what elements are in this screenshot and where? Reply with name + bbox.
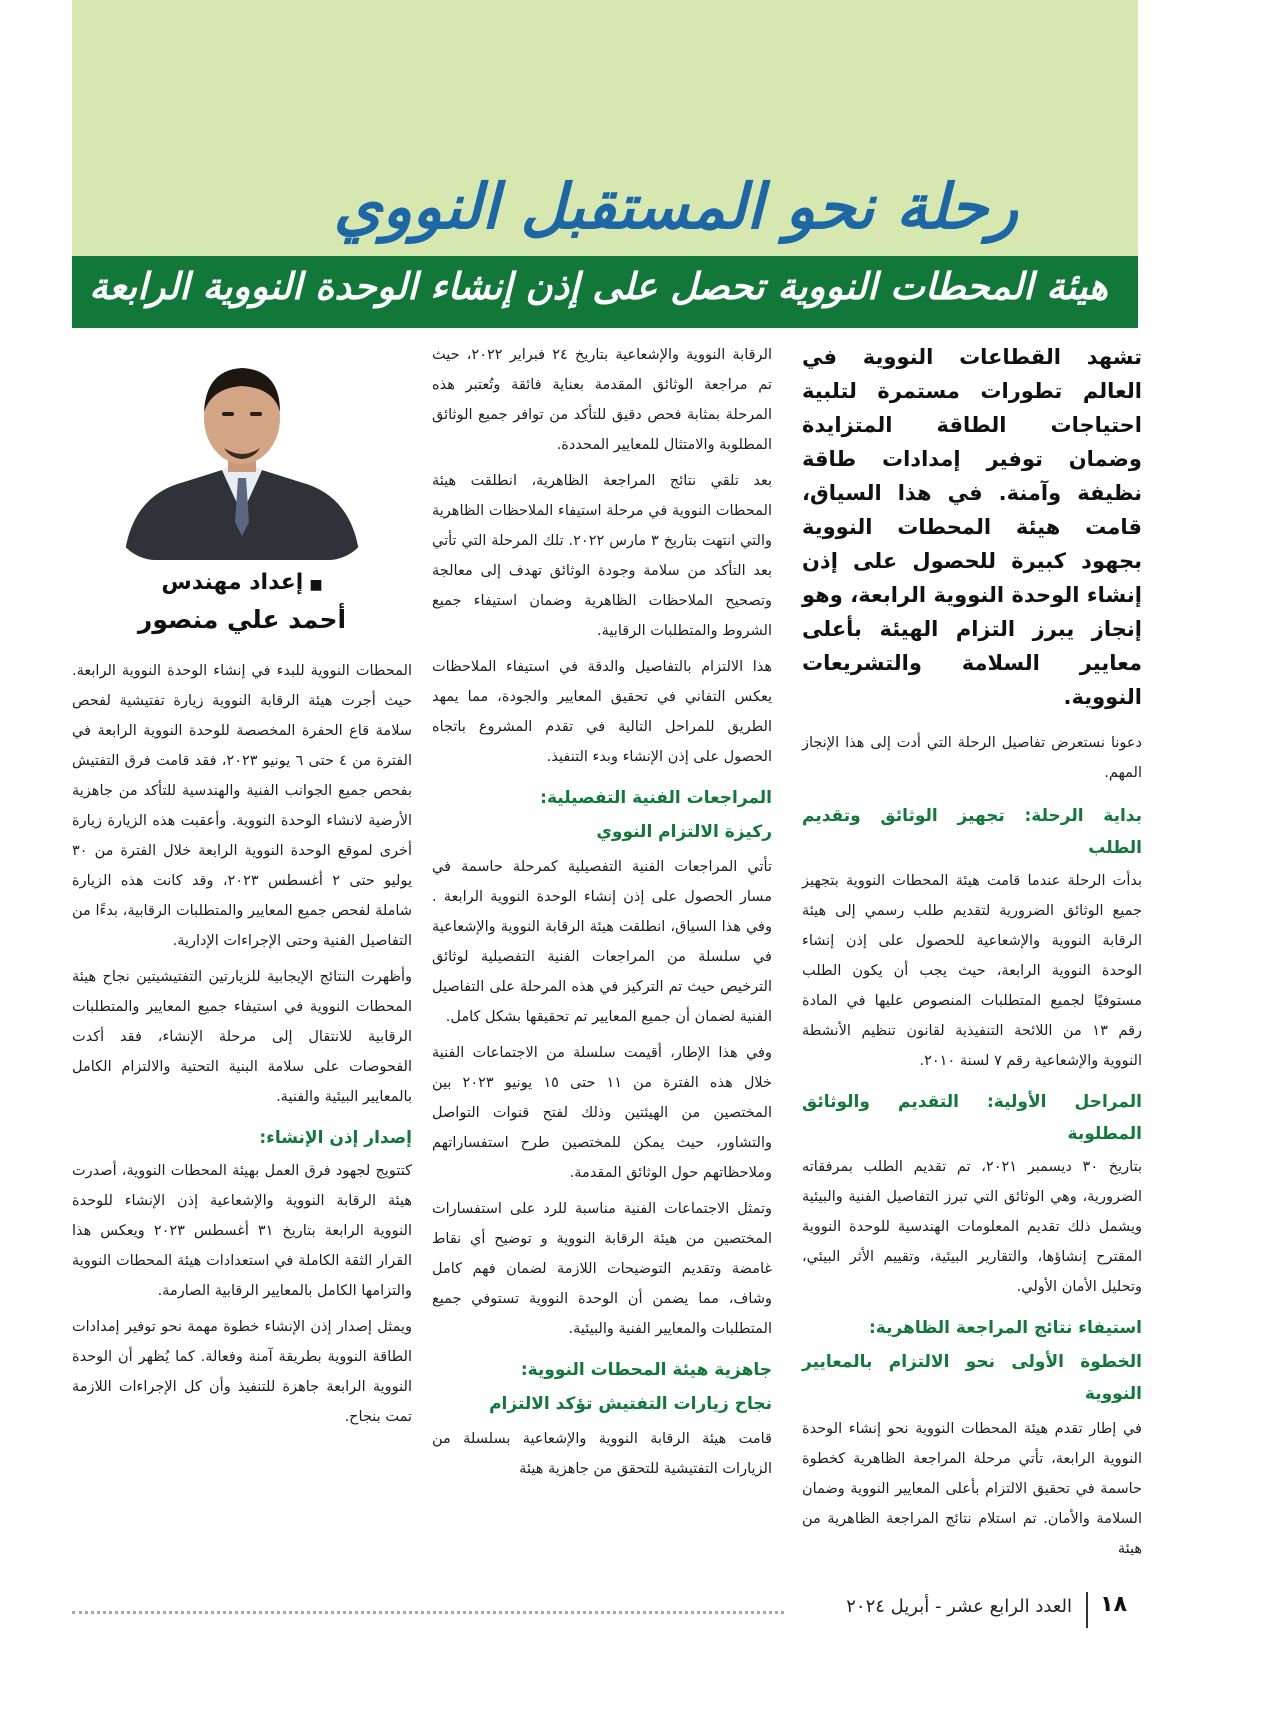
section-heading: بداية الرحلة: تجهيز الوثائق وتقديم الطلب [802, 806, 1142, 858]
subtitle: هيئة المحطات النووية تحصل على إذن إنشاء الوحدة النووية الرابعة [89, 264, 1108, 308]
paragraph: تأتي المراجعات الفنية التفصيلية كمرحلة حاسمة في مسار الحصول على إذن إنشاء الوحدة النووية الرابعة . وفي هذا السياق، انطلقت هيئة الرقابة النووية والإشعاعية في سلسلة من المراجعات الفنية التفصيلية لوثائق الترخيص حيث تم التركيز في هذه المرحلة على التفاصيل الفنية لضمان أن جميع المعايير تم تحقيقها بشكل كامل. [432, 859, 772, 1025]
lead-paragraph: تشهد القطاعات النووية في العالم تطورات مستمرة لتلبية احتياجات الطاقة المتزايدة وضمان توفير إمدادات طاقة نظيفة وآمنة. في هذا السياق، قامت هيئة المحطات النووية بجهود كبيرة للحصول على إذن إنشاء الوحدة النووية الرابعة، وهو إنجاز يبرز التزام الهيئة بأعلى معايير السلامة والتشريعات النووية. [802, 345, 1142, 709]
section-heading: استيفاء نتائج المراجعة الظاهرية: [868, 1318, 1142, 1338]
page-number: ١٨ [1100, 1592, 1127, 1617]
header-banner [72, 0, 1138, 256]
paragraph: كتتويج لجهود فرق العمل بهيئة المحطات النووية، أصدرت هيئة الرقابة النووية والإشعاعية إذن الإنشاء للوحدة النووية الرابعة بتاريخ ٣١ أغسطس ٢٠٢٣ ويعكس هذا القرار الثقة الكاملة في استعدادات هيئة المحطات النووية والتزامها الكامل بالمعايير الرقابية الصارمة. [72, 1163, 412, 1299]
article-column-1 [802, 340, 1142, 1570]
footer-dotted-rule [72, 1611, 784, 1614]
byline [72, 566, 412, 638]
subtitle-band [72, 256, 1138, 328]
paragraph: وتمثل الاجتماعات الفنية مناسبة للرد على استفسارات المختصين من هيئة الرقابة النووية و توضيح أي نقاط غامضة وتقديم التوضيحات اللازمة لضمان فهم كامل وشاف، مما يضمن أن الوحدة النووية تستوفي جميع المتطلبات والمعايير الفنية والبيئية. [432, 1201, 772, 1337]
section-subheading: نجاح زيارات التفتيش تؤكد الالتزام [489, 1394, 772, 1414]
section-subheading: الخطوة الأولى نحو الالتزام بالمعايير النووية [802, 1352, 1142, 1404]
issue-info: العدد الرابع عشر - أبريل ٢٠٢٤ [846, 1596, 1072, 1617]
square-bullet-icon: ■ [309, 577, 323, 593]
article-column-3 [72, 340, 412, 1438]
paragraph: بدأت الرحلة عندما قامت هيئة المحطات النووية بتجهيز جميع الوثائق الضرورية لتقديم طلب رسمي إلى هيئة الرقابة النووية والإشعاعية للحصول على إذن إنشاء الوحدة النووية الرابعة، حيث يجب أن يكون الطلب مستوفيًا لجميع المتطلبات المنصوص عليها في المادة رقم ١٣ من اللائحة التنفيذية لقانون تنظيم الأنشطة النووية والإشعاعية رقم ٧ لسنة ٢٠١٠. [802, 873, 1143, 1069]
intro-paragraph: دعونا نستعرض تفاصيل الرحلة التي أدت إلى هذا الإنجاز المهم. [802, 735, 1142, 781]
paragraph: هذا الالتزام بالتفاصيل والدقة في استيفاء الملاحظات يعكس التفاني في تحقيق المعايير والجودة، مما يمهد الطريق للمراحل التالية في تقدم المشروع باتجاه الحصول على إذن الإنشاء وبدء التنفيذ. [432, 659, 772, 765]
paragraph: في إطار تقدم هيئة المحطات النووية نحو إنشاء الوحدة النووية الرابعة، تأتي مرحلة المراجعة الظاهرية كخطوة حاسمة في تحقيق الالتزام بأعلى المعايير النووية وضمان السلامة والأمان. تم استلام نتائج المراجعة الظاهرية من هيئة [802, 1421, 1142, 1557]
footer-divider [1086, 1592, 1088, 1628]
main-title: رحلة نحو المستقبل النووي [333, 170, 1018, 243]
paragraph: ويمثل إصدار إذن الإنشاء خطوة مهمة نحو توفير إمدادات الطاقة النووية بطريقة آمنة وفعالة. كما يُظهر أن الوحدة النووية الرابعة جاهزة للتنفيذ وأن كل الإجراءات اللازمة تمت بنجاح. [72, 1319, 412, 1425]
section-heading: المراجعات الفنية التفصيلية: [540, 788, 772, 808]
paragraph: وفي هذا الإطار، أقيمت سلسلة من الاجتماعات الفنية خلال هذه الفترة من ١١ حتى ١٥ يونيو ٢٠٢٣ بين المختصين من الهيئتين وذلك لفتح قنوات التواصل والتشاور، حيث يمكن للمختصين طرح استفساراتهم وملاحظاتهم حول الوثائق المقدمة. [432, 1045, 772, 1181]
paragraph: المحطات النووية للبدء في إنشاء الوحدة النووية الرابعة. حيث أجرت هيئة الرقابة النووية زيارة تفتيشية لفحص سلامة قاع الحفرة المخصصة للوحدة النووية الرابعة في الفترة من ٤ حتى ٦ يونيو ٢٠٢٣، فقد قامت فرق التفتيش بفحص جميع الجوانب الفنية والهندسية للتأكد من جاهزية الأرضية لانشاء الوحدة النووية. وأعقبت هذه الزيارة زيارة أخرى لموقع الوحدة النووية الرابعة خلال الفترة من ٣٠ يوليو حتى ٢ أغسطس ٢٠٢٣، وقد كانت هذه الزيارة شاملة لفحص جميع المعايير والمتطلبات الرقابية، بدءًا من التفاصيل الفنية وحتى الإجراءات الإدارية. [72, 663, 412, 949]
author-portrait-image [114, 346, 370, 560]
paragraph: قامت هيئة الرقابة النووية والإشعاعية بسلسلة من الزيارات التفتيشية للتحقق من جاهزية هيئة [432, 1431, 772, 1477]
article-column-2 [432, 340, 772, 1490]
paragraph: بتاريخ ٣٠ ديسمبر ٢٠٢١، تم تقديم الطلب بمرفقاته الضرورية، وهي الوثائق التي تبرز التفاصيل الفنية والبيئية ويشمل ذلك تقديم المعلومات الهندسية للوحدة النووية المقترح إنشاؤها، والتقارير البيئية، وتقييم الأثر البيئي، وتحليل الأمان الأولي. [802, 1159, 1142, 1295]
section-heading: إصدار إذن الإنشاء: [259, 1128, 412, 1148]
paragraph: بعد تلقي نتائج المراجعة الظاهرية، انطلقت هيئة المحطات النووية في مرحلة استيفاء الملاحظات الظاهرية والتي انتهت بتاريخ ٣ مارس ٢٠٢٢. تلك المرحلة التي تأتي بعد التأكد من سلامة وجودة الوثائق تهدف إلى معالجة وتصحيح الملاحظات الظاهرية وضمان استيفاء جميع الشروط والمتطلبات الرقابية. [432, 473, 773, 639]
author-name: أحمد علي منصور [137, 605, 347, 634]
paragraph: الرقابة النووية والإشعاعية بتاريخ ٢٤ فبراير ٢٠٢٢، حيث تم مراجعة الوثائق المقدمة بعناية فائقة وتُعتبر هذه المرحلة بمثابة فحص دقيق للتأكد من توافر جميع الوثائق المطلوبة والامتثال للمعايير المحددة. [432, 347, 773, 453]
paragraph: وأظهرت النتائج الإيجابية للزيارتين التفتيشيتين نجاح هيئة المحطات النووية في استيفاء جميع المعايير والمتطلبات الرقابية للانتقال إلى مرحلة الإنشاء، فقد أكدت الفحوصات على سلامة البنية التحتية والالتزام الكامل بالمعايير البيئية والفنية. [72, 969, 412, 1105]
section-heading: جاهزية هيئة المحطات النووية: [520, 1360, 772, 1380]
section-heading: المراحل الأولية: التقديم والوثائق المطلوبة [802, 1092, 1142, 1144]
author-photo [114, 346, 370, 560]
byline-label: إعداد مهندس [161, 570, 304, 595]
section-subheading: ركيزة الالتزام النووي [596, 822, 772, 842]
